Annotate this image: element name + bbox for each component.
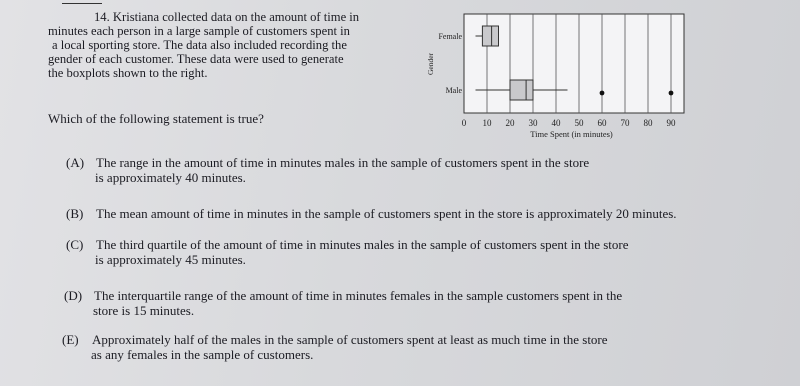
x-tick-label: 50 <box>574 118 584 128</box>
question-stem: Which of the following statement is true? <box>48 111 264 126</box>
problem-line-5: the boxplots shown to the right. <box>48 66 208 80</box>
group-label-female: Female <box>438 32 462 41</box>
x-tick-label: 40 <box>551 118 561 128</box>
box-iqr <box>510 80 533 100</box>
choice-text: The mean amount of time in minutes in the sample of customers spent in the store is approximately 20 minutes. <box>96 206 677 221</box>
choice-letter: (A) <box>66 155 85 170</box>
x-tick-label: 60 <box>597 118 607 128</box>
choice-letter: (E) <box>62 332 79 347</box>
x-axis-label: Time Spent (in minutes) <box>530 129 613 139</box>
choice-letter: (D) <box>64 288 83 303</box>
choice-text-cont: is approximately 45 minutes. <box>95 252 246 267</box>
choice-letter: (B) <box>66 206 84 221</box>
choice-text: The third quartile of the amount of time in minutes males in the sample of customers spent in the store <box>96 237 629 252</box>
y-axis-label: Gender <box>426 52 435 76</box>
choice-text: Approximately half of the males in the sample of customers spent at least as much time in the store <box>92 332 608 347</box>
x-tick-label: 70 <box>620 118 630 128</box>
problem-number: 14. <box>94 10 110 24</box>
problem-line-4: gender of each customer. These data were used to generate <box>48 52 344 66</box>
x-tick-label: 10 <box>482 118 492 128</box>
x-tick-label: 30 <box>528 118 538 128</box>
choice-text-cont: as any females in the sample of customers. <box>91 347 314 362</box>
outlier-point <box>600 91 605 96</box>
problem-line-2: minutes each person in a large sample of customers spent in <box>48 24 350 38</box>
choice-text: The range in the amount of time in minutes males in the sample of customers spent in the store <box>96 155 590 170</box>
outlier-point <box>669 91 674 96</box>
x-tick-label: 90 <box>666 118 676 128</box>
x-tick-label: 80 <box>643 118 653 128</box>
problem-line-3: a local sporting store. The data also included recording the <box>52 38 347 52</box>
x-tick-label: 0 <box>461 118 467 128</box>
group-label-male: Male <box>445 86 462 95</box>
problem-line-1: Kristiana collected data on the amount of time in <box>112 10 360 24</box>
choice-letter: (C) <box>66 237 84 252</box>
x-tick-label: 20 <box>505 118 515 128</box>
box-iqr <box>482 26 498 46</box>
choice-text-cont: is approximately 40 minutes. <box>95 170 246 185</box>
choice-text: The interquartile range of the amount of time in minutes females in the sample customers spent in the <box>94 288 623 303</box>
choice-text-cont: store is 15 minutes. <box>93 303 195 318</box>
